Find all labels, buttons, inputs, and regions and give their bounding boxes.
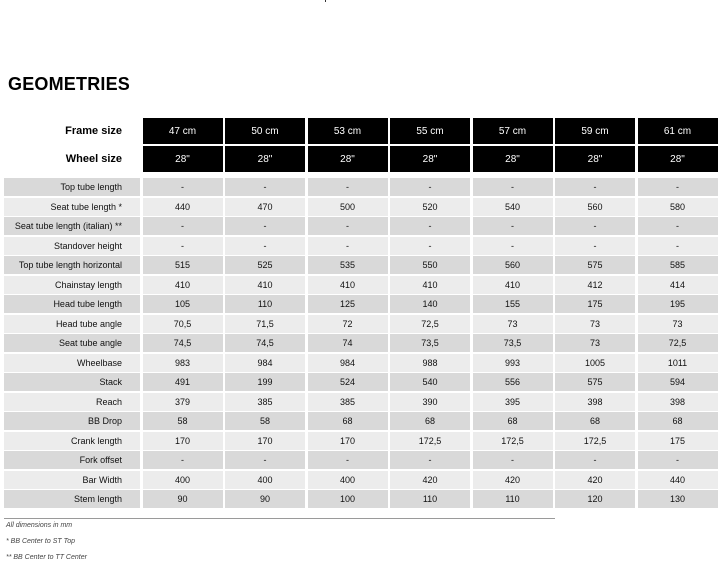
table-cell: 73,5: [390, 334, 470, 352]
table-cell: 175: [555, 295, 635, 313]
table-cell: 420: [473, 471, 553, 489]
table-cell: 68: [555, 412, 635, 430]
table-cell: 398: [555, 393, 635, 411]
table-cell: -: [555, 451, 635, 469]
table-cell: 515: [143, 256, 223, 274]
table-cell: 73,5: [473, 334, 553, 352]
table-cell: -: [143, 451, 223, 469]
page-title: GEOMETRIES: [8, 74, 131, 94]
table-cell: -: [308, 237, 388, 255]
table-cell: 72: [308, 315, 388, 333]
table-cell: 984: [225, 354, 305, 372]
table-cell: 524: [308, 373, 388, 391]
table-cell: -: [308, 451, 388, 469]
table-cell: 74: [308, 334, 388, 352]
table-cell: 560: [555, 198, 635, 216]
table-cell: 90: [143, 490, 223, 508]
table-cell: 420: [390, 471, 470, 489]
header-cell: 28": [473, 146, 553, 172]
header-label: Frame size: [65, 125, 122, 137]
table-cell: 172,5: [555, 432, 635, 450]
row-label: Seat tube angle: [4, 334, 140, 352]
header-cell: 28": [555, 146, 635, 172]
table-cell: 491: [143, 373, 223, 391]
table-cell: -: [638, 178, 718, 196]
row-label: Standover height: [4, 237, 140, 255]
table-cell: 414: [638, 276, 718, 294]
table-cell: 73: [555, 315, 635, 333]
table-cell: 140: [390, 295, 470, 313]
table-cell: 410: [473, 276, 553, 294]
stray-dot: [325, 0, 326, 2]
row-label: Seat tube length *: [4, 198, 140, 216]
table-cell: 1005: [555, 354, 635, 372]
table-cell: 385: [225, 393, 305, 411]
table-cell: 74,5: [225, 334, 305, 352]
table-cell: 410: [390, 276, 470, 294]
table-cell: 525: [225, 256, 305, 274]
table-cell: 550: [390, 256, 470, 274]
row-label: Top tube length horizontal: [4, 256, 140, 274]
table-cell: -: [638, 237, 718, 255]
table-cell: -: [308, 217, 388, 235]
table-cell: 575: [555, 373, 635, 391]
table-cell: 74,5: [143, 334, 223, 352]
table-cell: 1011: [638, 354, 718, 372]
table-cell: 172,5: [473, 432, 553, 450]
table-cell: 73: [638, 315, 718, 333]
table-cell: 105: [143, 295, 223, 313]
table-cell: 170: [225, 432, 305, 450]
table-cell: -: [308, 178, 388, 196]
table-cell: 175: [638, 432, 718, 450]
table-cell: -: [473, 178, 553, 196]
table-cell: 410: [308, 276, 388, 294]
table-cell: 410: [225, 276, 305, 294]
table-cell: 68: [638, 412, 718, 430]
table-cell: 560: [473, 256, 553, 274]
table-cell: -: [638, 217, 718, 235]
table-cell: -: [473, 217, 553, 235]
geometry-table: [4, 118, 718, 508]
row-label: Chainstay length: [4, 276, 140, 294]
table-cell: 110: [225, 295, 305, 313]
table-cell: 535: [308, 256, 388, 274]
row-label: Reach: [4, 393, 140, 411]
table-cell: -: [225, 451, 305, 469]
table-cell: -: [390, 237, 470, 255]
table-cell: 400: [225, 471, 305, 489]
table-cell: 398: [638, 393, 718, 411]
table-cell: 400: [143, 471, 223, 489]
table-cell: -: [225, 217, 305, 235]
row-label: Crank length: [4, 432, 140, 450]
table-cell: 68: [390, 412, 470, 430]
table-cell: 575: [555, 256, 635, 274]
table-cell: -: [555, 178, 635, 196]
note-seat-tube: * BB Center to ST Top: [6, 538, 75, 545]
row-label: Bar Width: [4, 471, 140, 489]
table-cell: 500: [308, 198, 388, 216]
table-cell: 73: [473, 315, 553, 333]
row-label: Stack: [4, 373, 140, 391]
header-cell: 61 cm: [638, 118, 718, 144]
table-cell: -: [143, 237, 223, 255]
table-cell: -: [473, 451, 553, 469]
table-cell: 130: [638, 490, 718, 508]
table-cell: 172,5: [390, 432, 470, 450]
table-cell: 72,5: [638, 334, 718, 352]
row-label: Fork offset: [4, 451, 140, 469]
table-cell: 410: [143, 276, 223, 294]
table-cell: 110: [473, 490, 553, 508]
row-label: BB Drop: [4, 412, 140, 430]
table-cell: 100: [308, 490, 388, 508]
row-label: Stem length: [4, 490, 140, 508]
table-cell: 390: [390, 393, 470, 411]
table-cell: 72,5: [390, 315, 470, 333]
table-cell: 195: [638, 295, 718, 313]
row-label: Wheelbase: [4, 354, 140, 372]
table-cell: 110: [390, 490, 470, 508]
table-cell: 440: [638, 471, 718, 489]
header-cell: 59 cm: [555, 118, 635, 144]
header-cell: 28": [390, 146, 470, 172]
table-cell: 594: [638, 373, 718, 391]
table-cell: -: [473, 237, 553, 255]
header-cell: 53 cm: [308, 118, 388, 144]
table-cell: 71,5: [225, 315, 305, 333]
table-cell: 993: [473, 354, 553, 372]
table-cell: 440: [143, 198, 223, 216]
header-cell: 28": [143, 146, 223, 172]
table-cell: 170: [308, 432, 388, 450]
table-cell: -: [225, 237, 305, 255]
table-cell: -: [143, 178, 223, 196]
table-cell: 199: [225, 373, 305, 391]
table-cell: 68: [308, 412, 388, 430]
header-cell: 47 cm: [143, 118, 223, 144]
table-cell: 170: [143, 432, 223, 450]
table-cell: 984: [308, 354, 388, 372]
table-cell: 120: [555, 490, 635, 508]
table-cell: -: [390, 451, 470, 469]
table-cell: -: [225, 178, 305, 196]
header-cell: 28": [638, 146, 718, 172]
table-cell: 540: [473, 198, 553, 216]
table-cell: 470: [225, 198, 305, 216]
header-cell: 28": [308, 146, 388, 172]
table-cell: 420: [555, 471, 635, 489]
table-cell: 90: [225, 490, 305, 508]
table-cell: 58: [225, 412, 305, 430]
table-cell: -: [390, 178, 470, 196]
row-label: Head tube angle: [4, 315, 140, 333]
table-cell: 385: [308, 393, 388, 411]
row-label: Head tube length: [4, 295, 140, 313]
header-cell: 55 cm: [390, 118, 470, 144]
table-cell: 585: [638, 256, 718, 274]
header-cell: 50 cm: [225, 118, 305, 144]
table-cell: -: [555, 217, 635, 235]
row-label: Top tube length: [4, 178, 140, 196]
table-cell: -: [143, 217, 223, 235]
table-cell: 983: [143, 354, 223, 372]
note-seat-tube-italian: ** BB Center to TT Center: [6, 554, 87, 561]
row-label: Seat tube length (italian) **: [4, 217, 140, 235]
header-cell: 57 cm: [473, 118, 553, 144]
header-label: Wheel size: [65, 153, 122, 165]
table-cell: 520: [390, 198, 470, 216]
note-dimensions: All dimensions in mm: [6, 522, 73, 529]
footer-divider: [4, 518, 555, 519]
table-cell: 540: [390, 373, 470, 391]
table-cell: 68: [473, 412, 553, 430]
table-cell: -: [390, 217, 470, 235]
table-cell: -: [555, 237, 635, 255]
table-cell: 580: [638, 198, 718, 216]
table-cell: 412: [555, 276, 635, 294]
table-cell: 556: [473, 373, 553, 391]
table-cell: 988: [390, 354, 470, 372]
table-cell: 379: [143, 393, 223, 411]
table-cell: 155: [473, 295, 553, 313]
table-cell: 395: [473, 393, 553, 411]
table-cell: 125: [308, 295, 388, 313]
table-cell: 400: [308, 471, 388, 489]
header-cell: 28": [225, 146, 305, 172]
table-cell: 58: [143, 412, 223, 430]
table-cell: 70,5: [143, 315, 223, 333]
table-cell: 73: [555, 334, 635, 352]
table-cell: -: [638, 451, 718, 469]
